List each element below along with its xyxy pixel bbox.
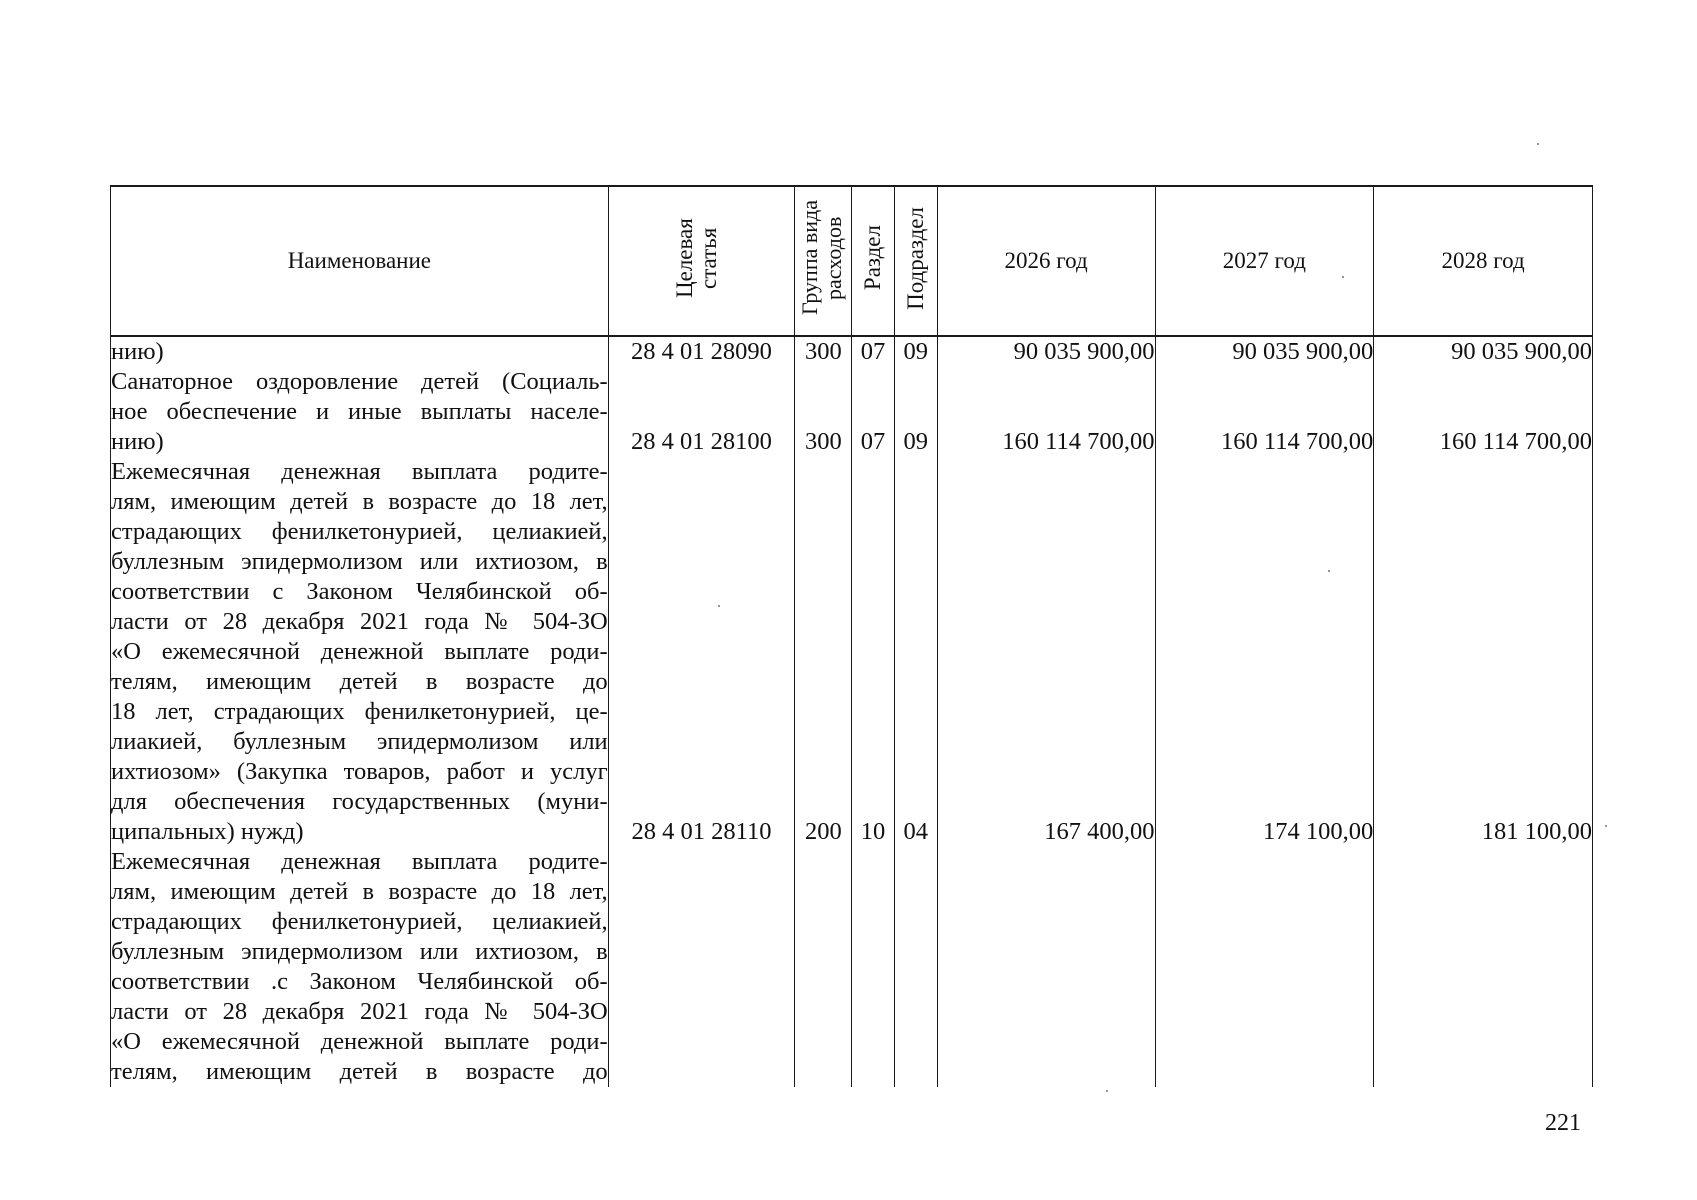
cell-year-2027-value: 90 035 900,00	[1232, 338, 1374, 365]
scan-speck	[718, 605, 720, 607]
header-expense-group: Группа вида расходов	[795, 186, 852, 336]
cell-subsection	[894, 336, 937, 367]
cell-year-2026-value: 160 114 700,00	[1002, 428, 1155, 455]
cell-expense-group-value: 200	[805, 818, 842, 845]
scan-speck	[1106, 1090, 1108, 1092]
cell-expense-group	[795, 457, 852, 847]
header-year-2028: 2028 год	[1374, 186, 1593, 336]
scan-speck	[1328, 570, 1330, 572]
cell-section-value: 10	[860, 818, 886, 845]
cell-year-2027	[1155, 847, 1374, 1087]
cell-year-2028-value: 160 114 700,00	[1439, 428, 1592, 455]
cell-section	[852, 847, 894, 1087]
name-line: 18 лет, страдающих фенилкетонурией, це-	[111, 698, 608, 725]
cell-name	[111, 367, 609, 457]
cell-year-2026-value	[938, 847, 1155, 1057]
cell-year-2028	[1374, 847, 1593, 1087]
cell-year-2027	[1155, 367, 1374, 457]
header-name: Наименование	[111, 186, 609, 336]
scan-speck	[1342, 276, 1344, 278]
cell-subsection	[894, 847, 937, 1087]
cell-expense-group-value: 300	[805, 338, 842, 365]
cell-section	[852, 367, 894, 457]
cell-year-2028	[1374, 457, 1593, 847]
name-line: буллезным эпидермолизом или ихтиозом, в	[111, 548, 608, 575]
cell-name	[111, 847, 609, 1087]
table-row	[111, 847, 1593, 1087]
cell-year-2028	[1374, 336, 1593, 367]
cell-year-2027	[1155, 457, 1374, 847]
table-row	[111, 367, 1593, 457]
cell-subsection-value: 09	[903, 338, 928, 365]
table-row	[111, 457, 1593, 847]
name-line: ципальных) нужд)	[111, 818, 304, 845]
header-subsection: Подраздел	[894, 186, 937, 336]
cell-subsection	[894, 367, 937, 457]
cell-expense-group	[795, 336, 852, 367]
name-line: для обеспечения государственных (муни-	[111, 788, 608, 815]
cell-year-2026	[937, 367, 1155, 457]
cell-year-2026	[937, 457, 1155, 847]
cell-year-2027-value: 160 114 700,00	[1221, 428, 1374, 455]
header-year-2026: 2026 год	[937, 186, 1155, 336]
name-line: Ежемесячная денежная выплата родите-	[111, 458, 608, 485]
name-line: ихтиозом» (Закупка товаров, работ и услуг	[111, 758, 608, 785]
cell-year-2028-value	[1374, 847, 1592, 1057]
cell-expense-group	[795, 367, 852, 457]
name-line: лям, имеющим детей в возрасте до 18 лет,	[111, 878, 608, 905]
header-year-2027: 2027 год	[1155, 186, 1374, 336]
cell-year-2026-value: 90 035 900,00	[1013, 338, 1155, 365]
name-line: ное обеспечение и иные выплаты населе-	[111, 398, 608, 425]
cell-name	[111, 457, 609, 847]
cell-year-2026-value: 167 400,00	[1044, 818, 1155, 845]
name-line: ласти от 28 декабря 2021 года № 504-ЗО	[111, 608, 608, 635]
name-line: нию)	[111, 428, 164, 455]
cell-year-2027-value	[1156, 847, 1374, 1057]
header-section: Раздел	[852, 186, 894, 336]
cell-target-article	[608, 457, 795, 847]
cell-section	[852, 457, 894, 847]
name-line: ласти от 28 декабря 2021 года № 504-ЗО	[111, 998, 608, 1025]
cell-target-article-value: 28 4 01 28090	[631, 338, 772, 365]
name-line: соответствии .с Законом Челябинской об-	[111, 968, 608, 995]
cell-target-article-value: 28 4 01 28110	[631, 818, 772, 845]
name-line: лям, имеющим детей в возрасте до 18 лет,	[111, 488, 608, 515]
cell-target-article-value	[609, 847, 795, 1057]
page-number: 221	[1545, 1110, 1581, 1136]
cell-target-article	[608, 336, 795, 367]
name-line: «О ежемесячной денежной выплате роди-	[111, 638, 608, 665]
cell-section-value: 07	[860, 428, 886, 455]
cell-section-value: 07	[860, 338, 886, 365]
cell-year-2026	[937, 336, 1155, 367]
cell-target-article	[608, 367, 795, 457]
cell-subsection-value: 09	[903, 428, 928, 455]
name-line: «О ежемесячной денежной выплате роди-	[111, 1028, 608, 1055]
name-line: лиакией, буллезным эпидермолизом или	[111, 728, 608, 755]
cell-target-article	[608, 847, 795, 1087]
budget-table	[110, 185, 1593, 1087]
cell-expense-group-value: 300	[805, 428, 842, 455]
cell-subsection	[894, 457, 937, 847]
header-target-article: Целевая статья	[608, 186, 795, 336]
cell-expense-group-value	[795, 847, 851, 1057]
scan-speck	[1537, 143, 1539, 145]
scan-speck	[1605, 825, 1607, 827]
name-line: соответствии с Законом Челябинской об-	[111, 578, 608, 605]
cell-subsection-value: 04	[903, 818, 928, 845]
cell-expense-group	[795, 847, 852, 1087]
cell-year-2026	[937, 847, 1155, 1087]
name-line: телям, имеющим детей в возрасте до	[111, 1058, 608, 1085]
cell-name	[111, 336, 609, 367]
cell-year-2028-value: 181 100,00	[1481, 818, 1592, 845]
cell-year-2028	[1374, 367, 1593, 457]
name-line: нию)	[111, 338, 164, 365]
table-body	[111, 336, 1593, 1087]
name-line: телям, имеющим детей в возрасте до	[111, 668, 608, 695]
cell-year-2028-value: 90 035 900,00	[1451, 338, 1592, 365]
name-line: Санаторное оздоровление детей (Социаль-	[111, 368, 608, 395]
cell-section-value	[852, 847, 893, 1057]
table-header-row	[111, 186, 1593, 336]
cell-year-2027-value: 174 100,00	[1262, 818, 1374, 845]
name-line: Ежемесячная денежная выплата родите-	[111, 848, 608, 875]
cell-section	[852, 336, 894, 367]
cell-year-2027	[1155, 336, 1374, 367]
cell-subsection-value	[895, 847, 937, 1057]
cell-target-article-value: 28 4 01 28100	[631, 428, 772, 455]
name-line: страдающих фенилкетонурией, целиакией,	[111, 908, 608, 935]
table-row	[111, 336, 1593, 367]
name-line: буллезным эпидермолизом или ихтиозом, в	[111, 938, 608, 965]
name-line: страдающих фенилкетонурией, целиакией,	[111, 518, 608, 545]
